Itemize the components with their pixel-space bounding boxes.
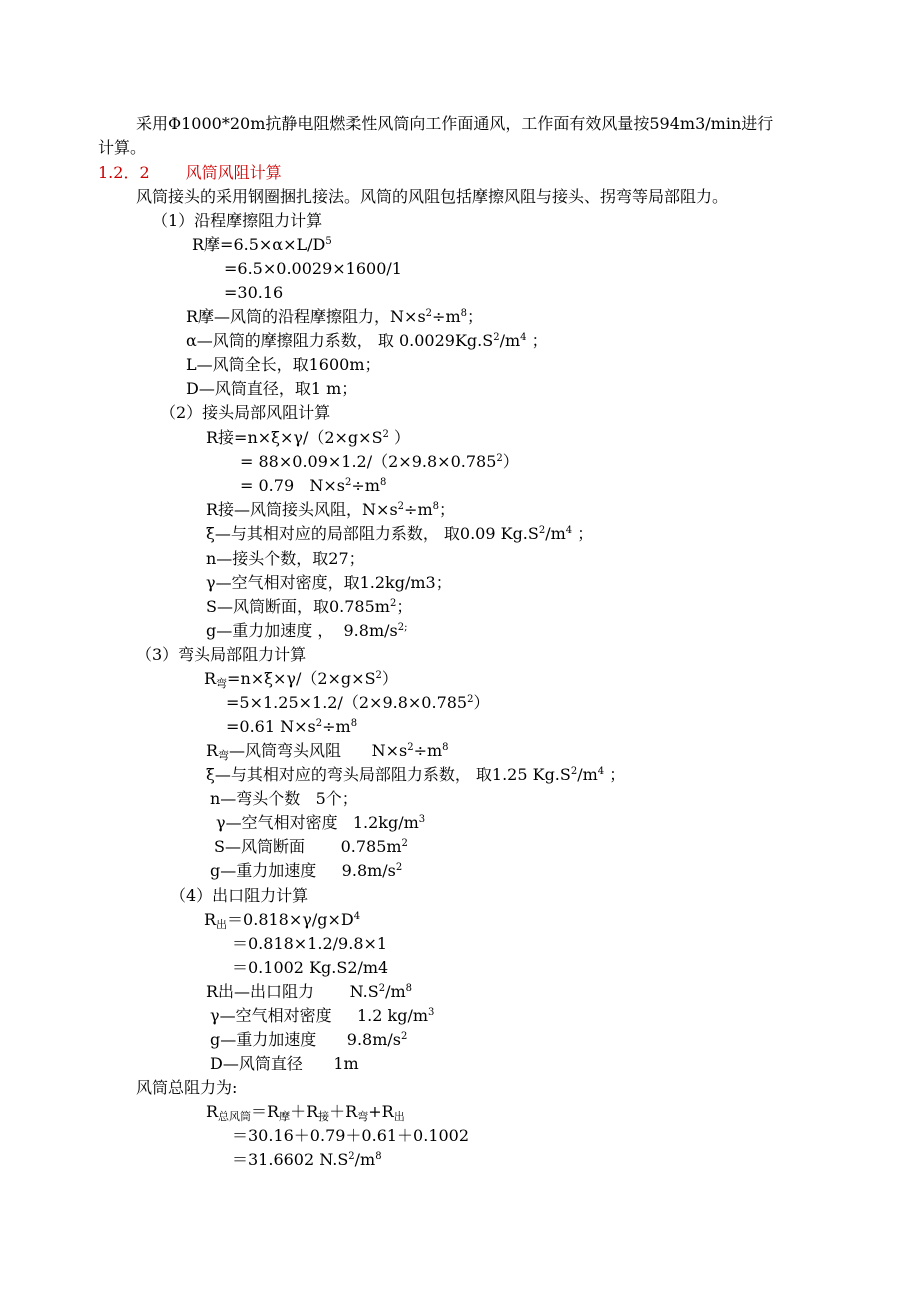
section-number: 1.2．2 bbox=[98, 163, 150, 182]
total-eq: ＝R bbox=[251, 1102, 280, 1121]
s2-d5-sup: 2 bbox=[389, 598, 397, 609]
s3-d4-sup: 3 bbox=[418, 814, 426, 825]
s2-def-6 bbox=[206, 619, 407, 643]
s1-d2-mid: /m bbox=[499, 331, 521, 350]
s1-d2-text: α—风筒的摩擦阻力系数， 取 0.0029Kg.S bbox=[186, 331, 494, 350]
s1-d2-sup1: 2 bbox=[493, 332, 500, 343]
section-heading bbox=[98, 161, 282, 185]
total-plus-1: ＋R bbox=[290, 1102, 319, 1121]
s3-d1-sup1: 2 bbox=[407, 742, 414, 753]
s3-d5-sup: 2 bbox=[401, 838, 408, 849]
s3-f1-r: R bbox=[204, 669, 217, 688]
s3-d1-r: R bbox=[206, 741, 219, 760]
s3-def-2 bbox=[206, 763, 625, 787]
s4-d1-text: R出—出口阻力 N.S bbox=[206, 982, 379, 1001]
s3-f3-sup1: 2 bbox=[315, 718, 323, 729]
intro-text-2: 计算。 bbox=[98, 138, 147, 157]
s4-d2-text: γ—空气相对密度 1.2 kg/m bbox=[210, 1006, 429, 1025]
s4-formula-1 bbox=[204, 908, 360, 932]
s2-formula-3 bbox=[240, 474, 386, 498]
s2-d2-sup1: 2 bbox=[538, 525, 546, 536]
s3-d2-text: ξ—与其相对应的弯头局部阻力系数， 取1.25 Kg.S bbox=[206, 765, 571, 784]
s3-f3-mid: ÷m bbox=[322, 717, 351, 736]
s4-def-2 bbox=[210, 1004, 434, 1028]
s3-f3-text: =0.61 N×s bbox=[226, 717, 316, 736]
s2-def-4: γ—空气相对密度，取1.2kg/m3； bbox=[206, 573, 452, 592]
total-sub-jie: 接 bbox=[318, 1110, 330, 1123]
s3-d2-end: ； bbox=[604, 765, 626, 784]
s2-def-3: n—接头个数，取27； bbox=[206, 549, 365, 568]
s4-f1-sub: 出 bbox=[216, 918, 228, 931]
s3-f2-text: =5×1.25×1.2/（2×9.8×0.785 bbox=[226, 693, 468, 712]
s1-f1-text: R摩=6.5×α×L/D bbox=[192, 235, 326, 254]
s1-formula-3: =30.16 bbox=[224, 283, 284, 302]
s3-formula-2 bbox=[226, 691, 490, 715]
s3-f1-end: ） bbox=[381, 669, 398, 688]
s1-d2-sup2: 4 bbox=[520, 332, 527, 343]
s2-def-5 bbox=[206, 595, 412, 619]
total-f3-sup1: 2 bbox=[348, 1151, 355, 1162]
s3-formula-3 bbox=[226, 715, 357, 739]
s2-f1-end: ） bbox=[388, 428, 411, 447]
s2-d5-text: S—风筒断面，取0.785m bbox=[206, 597, 390, 616]
s2-d6-text: g—重力加速度 ， 9.8m/s bbox=[206, 621, 398, 640]
s2-f3-sup1: 2 bbox=[345, 477, 352, 488]
s4-def-1 bbox=[206, 980, 412, 1004]
s2-formula-1 bbox=[206, 426, 410, 450]
s3-f1-sup: 2 bbox=[375, 670, 382, 681]
s4-f1-r: R bbox=[204, 910, 217, 929]
s4-d1-mid: /m bbox=[385, 982, 406, 1001]
total-plus-2: ＋R bbox=[329, 1102, 358, 1121]
s3-d2-sup1: 2 bbox=[570, 766, 578, 777]
s1-heading: （1）沿程摩擦阻力计算 bbox=[152, 211, 323, 230]
section-title: 风筒风阻计算 bbox=[185, 163, 282, 182]
s4-formula-2: ＝0.818×1.2/9.8×1 bbox=[232, 934, 388, 953]
s3-def-5 bbox=[214, 835, 408, 859]
s4-d2-sup: 3 bbox=[428, 1007, 435, 1018]
s4-f1-sup: 4 bbox=[353, 911, 361, 922]
s2-d2-mid: /m bbox=[545, 524, 566, 543]
s2-d1-sup2: 8 bbox=[432, 501, 439, 512]
s1-def-2 bbox=[186, 329, 548, 353]
total-sub-mo: 摩 bbox=[279, 1110, 291, 1123]
s3-d5-text: S—风筒断面 0.785m bbox=[214, 837, 402, 856]
intro-text-1: 采用Φ1000*20m抗静电阻燃柔性风筒向工作面通风，工作面有效风量按594m3/min进行 bbox=[136, 114, 774, 133]
s1-d2-end: ； bbox=[526, 331, 548, 350]
s1-d1-mid: ÷m bbox=[432, 307, 461, 326]
s2-d6-sup: 2; bbox=[397, 622, 408, 633]
s2-d2-end: ； bbox=[572, 524, 594, 543]
total-formula-2: ＝30.16＋0.79＋0.61＋0.1002 bbox=[232, 1126, 470, 1145]
s2-f3-text: = 0.79 N×s bbox=[240, 476, 345, 495]
s1-def-1 bbox=[186, 305, 483, 329]
s2-def-1 bbox=[206, 498, 455, 522]
s3-d2-mid: /m bbox=[577, 765, 598, 784]
s3-d4-text: γ—空气相对密度 1.2kg/m bbox=[216, 813, 419, 832]
s3-def-6 bbox=[210, 859, 402, 883]
s3-d1-sub: 弯 bbox=[218, 749, 230, 762]
s3-d2-sup2: 4 bbox=[597, 766, 605, 777]
s2-d2-text: ξ—与其相对应的局部阻力系数， 取0.09 Kg.S bbox=[206, 524, 539, 543]
s1-d1-end: ； bbox=[467, 307, 484, 326]
s3-f2-end: ） bbox=[473, 693, 490, 712]
s2-f1-sup: 2 bbox=[382, 429, 389, 440]
s4-def-4: D—风筒直径 1m bbox=[210, 1054, 359, 1073]
total-sub-chu: 出 bbox=[393, 1110, 405, 1123]
s3-def-4 bbox=[216, 811, 425, 835]
s3-def-3: n—弯头个数 5个； bbox=[210, 789, 358, 808]
s3-f1-sub: 弯 bbox=[216, 677, 228, 690]
s2-f3-sup2: 8 bbox=[379, 477, 387, 488]
s3-d6-sup: 2 bbox=[395, 862, 403, 873]
s1-def-4: D—风筒直径，取1 m； bbox=[186, 379, 358, 398]
s1-formula-1 bbox=[192, 233, 332, 257]
intro-line-1 bbox=[136, 112, 773, 136]
s3-d1-mid: ÷m bbox=[413, 741, 443, 760]
s3-f1-text: =n×ξ×γ/（2×g×S bbox=[227, 669, 376, 688]
s1-def-3: L—风筒全长，取1600m； bbox=[186, 355, 381, 374]
s1-d1-sup2: 8 bbox=[460, 308, 467, 319]
s3-heading: （3）弯头局部阻力计算 bbox=[136, 645, 307, 664]
s4-heading: （4）出口阻力计算 bbox=[170, 886, 309, 905]
s2-f2-sup: 2 bbox=[496, 453, 503, 464]
s3-d1-text: —风筒弯头风阻 N×s bbox=[229, 741, 408, 760]
s1-d1-sup1: 2 bbox=[425, 308, 433, 319]
s2-d5-end: ； bbox=[396, 597, 413, 616]
s4-d1-sup2: 8 bbox=[405, 983, 412, 994]
total-r: R bbox=[206, 1102, 219, 1121]
s3-f2-sup: 2 bbox=[467, 694, 474, 705]
s2-f1-text: R接=n×ξ×γ/（2×g×S bbox=[206, 428, 383, 447]
s4-f1-text: ＝0.818×γ/g×D bbox=[227, 910, 354, 929]
intro-line-2 bbox=[98, 136, 146, 160]
s2-d1-mid: ÷m bbox=[404, 500, 433, 519]
s1-f1-exp: 5 bbox=[325, 236, 332, 247]
s1-formula-2: =6.5×0.0029×1600/1 bbox=[224, 259, 402, 278]
total-f3-sup2: 8 bbox=[375, 1151, 382, 1162]
s3-def-1 bbox=[206, 739, 449, 763]
total-formula-3 bbox=[232, 1148, 382, 1172]
s3-formula-1 bbox=[204, 667, 398, 691]
section-description bbox=[136, 185, 728, 209]
s4-d3-text: g—重力加速度 9.8m/s bbox=[210, 1030, 401, 1049]
s4-def-3 bbox=[210, 1028, 407, 1052]
total-f3-mid: /m bbox=[354, 1150, 376, 1169]
s2-d1-end: ； bbox=[439, 500, 456, 519]
s4-formula-3: ＝0.1002 Kg.S2/m4 bbox=[232, 958, 389, 977]
total-f3-text: ＝31.6602 N.S bbox=[232, 1150, 349, 1169]
s2-formula-2 bbox=[240, 450, 519, 474]
s3-f3-sup2: 8 bbox=[350, 718, 358, 729]
description-text: 风筒接头的采用钢圈捆扎接法。风筒的风阻包括摩擦风阻与接头、拐弯等局部阻力。 bbox=[136, 187, 729, 206]
s2-f2-text: = 88×0.09×1.2/（2×9.8×0.785 bbox=[240, 452, 497, 471]
total-formula-1 bbox=[206, 1100, 405, 1124]
total-sub-total: 总风筒 bbox=[218, 1110, 252, 1123]
s4-d3-sup: 2 bbox=[400, 1031, 408, 1042]
s3-d1-sup2: 8 bbox=[442, 742, 449, 753]
s3-d6-text: g—重力加速度 9.8m/s bbox=[210, 861, 396, 880]
total-plus-3: +R bbox=[368, 1102, 394, 1121]
s4-d1-sup1: 2 bbox=[378, 983, 386, 994]
s1-d1-text: R摩—风筒的沿程摩擦阻力，N×s bbox=[186, 307, 426, 326]
s2-f2-end: ） bbox=[502, 452, 519, 471]
total-heading: 风筒总阻力为: bbox=[136, 1078, 238, 1097]
s2-d2-sup2: 4 bbox=[565, 525, 573, 536]
s2-d1-sup1: 2 bbox=[397, 501, 405, 512]
total-sub-wan: 弯 bbox=[357, 1110, 369, 1123]
s2-heading: （2）接头局部风阻计算 bbox=[160, 403, 331, 422]
s2-f3-mid: ÷m bbox=[351, 476, 380, 495]
s2-d1-text: R接—风筒接头风阻，N×s bbox=[206, 500, 398, 519]
s2-def-2 bbox=[206, 522, 593, 546]
